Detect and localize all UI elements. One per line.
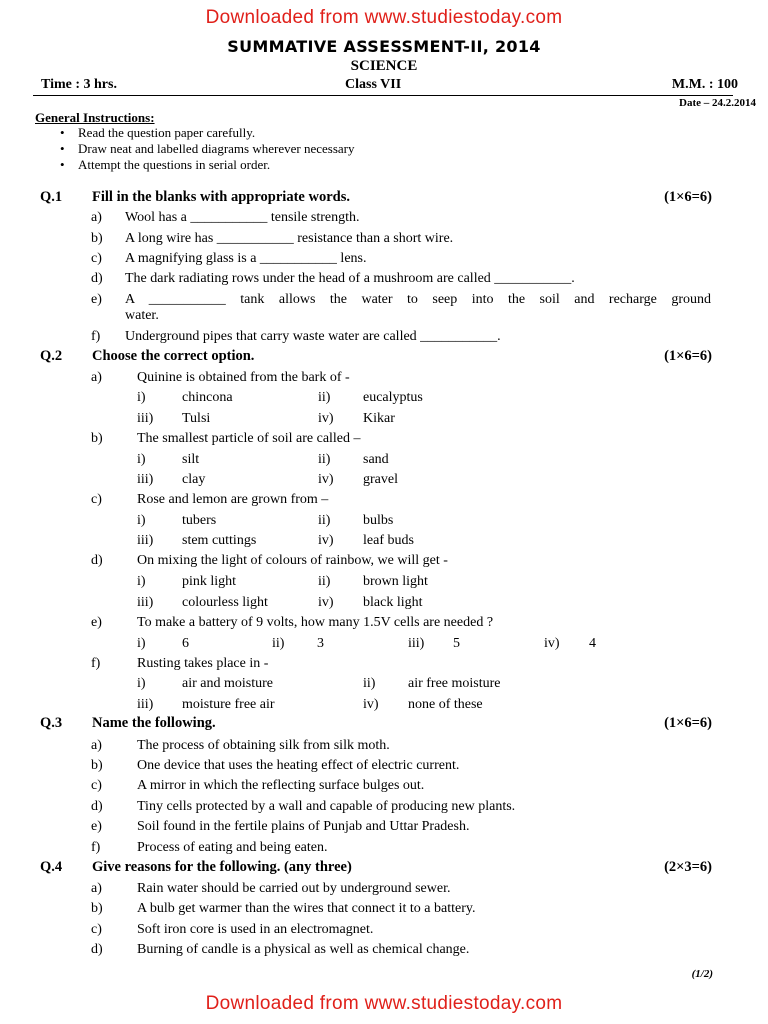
question-title: Fill in the blanks with appropriate words. [92,189,350,205]
item-label: b) [91,758,103,773]
option-label: ii) [363,676,376,691]
option-label: iv) [318,472,334,487]
q2-b-option-2: sand [363,452,389,467]
item-label: c) [91,251,102,266]
item-label: a) [91,738,102,753]
option-label: iv) [544,636,560,651]
q2-item-d: On mixing the light of colours of rainbow, we will get - [137,553,448,568]
q2-e-option-2: 3 [317,636,324,651]
exam-title: SUMMATIVE ASSESSMENT-II, 2014 [227,37,541,56]
option-label: ii) [318,574,331,589]
question-title: Name the following. [92,715,216,731]
q2-b-option-3: clay [182,472,206,487]
option-label: iii) [137,595,154,610]
exam-meta-row [33,77,738,96]
instruction-item: • Read the question paper carefully. [60,125,354,141]
item-label: f) [91,840,101,855]
q3-item-f: Process of eating and being eaten. [137,840,328,855]
subject-title: SCIENCE [350,58,418,74]
q2-a-option-3: Tulsi [182,411,211,426]
question-marks: (1×6=6) [664,348,712,364]
item-label: c) [91,778,102,793]
q2-e-option-3: 5 [453,636,460,651]
download-banner-top: Downloaded from www.studiestoday.com [205,7,563,28]
q4-item-b: A bulb get warmer than the wires that connect it to a battery. [137,901,476,916]
q2-c-option-4: leaf buds [363,533,414,548]
q1-item-d: The dark radiating rows under the head of a mushroom are called ___________. [125,271,575,286]
exam-date: Date – 24.2.2014 [679,97,756,109]
question-number: Q.3 [40,715,63,731]
question-number: Q.2 [40,348,63,364]
item-label: a) [91,881,102,896]
question-4-heading [40,857,712,877]
exam-class: Class VII [345,77,402,92]
q2-e-option-4: 4 [589,636,596,651]
q3-item-c: A mirror in which the reflecting surface bulges out. [137,778,425,793]
option-label: i) [137,676,146,691]
q2-item-e: To make a battery of 9 volts, how many 1.5V cells are needed ? [137,615,494,630]
question-marks: (1×6=6) [664,715,712,731]
q2-a-option-2: eucalyptus [363,390,423,405]
q2-a-option-1: chincona [182,390,233,405]
question-number: Q.1 [40,189,63,205]
q2-d-option-1: pink light [182,574,237,589]
instructions-heading: General Instructions: [35,110,155,125]
download-banner-bottom: Downloaded from www.studiestoday.com [205,993,563,1014]
option-label: iii) [137,411,154,426]
q2-item-c: Rose and lemon are grown from – [137,492,329,507]
item-label: d) [91,799,103,814]
q3-item-d: Tiny cells protected by a wall and capable of producing new plants. [137,799,516,814]
q1-item-c: A magnifying glass is a ___________ lens. [125,251,367,266]
question-2-heading [40,346,712,366]
q2-d-option-3: colourless light [182,595,268,610]
question-number: Q.4 [40,859,63,875]
option-label: ii) [272,636,285,651]
q1-item-f: Underground pipes that carry waste water are called ___________. [125,329,501,344]
q4-item-c: Soft iron core is used in an electromagnet. [137,922,374,937]
question-title: Give reasons for the following. (any three) [92,859,352,875]
option-label: iii) [137,472,154,487]
option-label: iii) [137,697,154,712]
item-label: b) [91,231,103,246]
item-label: f) [91,329,101,344]
q2-item-f: Rusting takes place in - [137,656,269,671]
option-label: iii) [137,533,154,548]
instruction-item: • Attempt the questions in serial order. [60,157,354,173]
option-label: i) [137,513,146,528]
option-label: iv) [363,697,379,712]
q2-item-a: Quinine is obtained from the bark of - [137,370,350,385]
q2-c-option-2: bulbs [363,513,394,528]
page-number: (1/2) [691,968,713,980]
q4-item-d: Burning of candle is a physical as well as chemical change. [137,942,470,957]
q2-a-option-4: Kikar [363,411,395,426]
question-marks: (1×6=6) [664,189,712,205]
item-label: f) [91,656,101,671]
q2-d-option-2: brown light [363,574,428,589]
item-label: d) [91,553,103,568]
option-label: iv) [318,533,334,548]
q2-f-option-3: moisture free air [182,697,275,712]
q4-item-a: Rain water should be carried out by underground sewer. [137,881,451,896]
exam-max-marks: M.M. : 100 [671,77,738,92]
q2-f-option-4: none of these [408,697,483,712]
option-label: iv) [318,411,334,426]
q1-item-b: A long wire has ___________ resistance than a short wire. [125,231,454,246]
q2-item-b: The smallest particle of soil are called – [137,431,361,446]
option-label: ii) [318,513,331,528]
q2-d-option-4: black light [363,595,423,610]
instructions-list [60,125,354,173]
item-label: c) [91,922,102,937]
option-label: i) [137,574,146,589]
item-label: d) [91,271,103,286]
q3-item-a: The process of obtaining silk from silk moth. [137,738,390,753]
option-label: ii) [318,452,331,467]
item-label: b) [91,901,103,916]
q2-f-option-1: air and moisture [182,676,273,691]
question-title: Choose the correct option. [92,348,255,364]
q1-item-a: Wool has a ___________ tensile strength. [125,210,360,225]
q1-item-e-continued: water. [125,308,159,323]
item-label: c) [91,492,102,507]
instruction-item: • Draw neat and labelled diagrams wherever necessary [60,141,354,157]
item-label: d) [91,942,103,957]
item-label: e) [91,819,102,834]
q1-item-e: A ___________ tank allows the water to seep into the soil and recharge ground [125,292,711,307]
item-label: e) [91,292,102,307]
q3-item-b: One device that uses the heating effect of electric current. [137,758,460,773]
question-3-heading [40,713,712,733]
q2-e-option-1: 6 [182,636,189,651]
option-label: i) [137,636,146,651]
q2-b-option-1: silt [182,452,200,467]
q3-item-e: Soil found in the fertile plains of Punjab and Uttar Pradesh. [137,819,470,834]
q2-c-option-1: tubers [182,513,217,528]
option-label: i) [137,390,146,405]
item-label: a) [91,370,102,385]
option-label: i) [137,452,146,467]
option-label: ii) [318,390,331,405]
option-label: iv) [318,595,334,610]
exam-time: Time : 3 hrs. [41,77,117,92]
question-marks: (2×3=6) [664,859,712,875]
q2-f-option-2: air free moisture [408,676,501,691]
item-label: b) [91,431,103,446]
question-1-heading [40,187,712,207]
q2-c-option-3: stem cuttings [182,533,257,548]
option-label: iii) [408,636,425,651]
q2-b-option-4: gravel [363,472,398,487]
item-label: e) [91,615,102,630]
item-label: a) [91,210,102,225]
